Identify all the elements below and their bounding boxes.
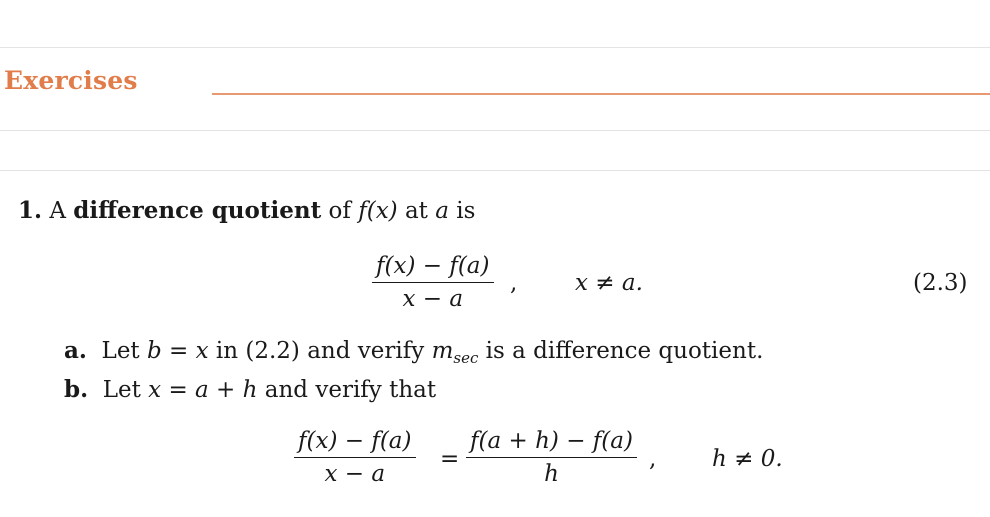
part-a-text-in: in (2.2) and verify [215,338,425,364]
intro-text-of: of [328,198,351,224]
eq2-equals: = [440,446,460,472]
sec-subscript: sec [453,349,479,367]
section-title-underline [212,93,990,95]
part-b [64,376,436,403]
eq2-lhs-fraction [294,428,416,487]
difference-quotient-term: difference quotient [73,197,322,224]
eq2-lhs-numerator: f(x) − f(a) [294,428,416,458]
eq2-condition: h ≠ 0. [712,446,783,472]
part-a-text-post: is a difference quotient. [485,338,764,364]
exercise-intro [18,197,475,224]
intro-text-at: at [404,198,428,224]
intro-text-a: A [49,198,66,224]
top-divider [0,47,990,48]
middle-divider [0,130,990,131]
eq1-denominator: x − a [402,286,464,312]
part-a-b-equals-x: b = x [147,338,209,364]
eq2-lhs-denominator: x − a [324,461,386,487]
eq1-condition: x ≠ a. [575,270,643,296]
eq1-numerator: f(x) − f(a) [372,253,494,283]
exercise-number: 1. [18,197,43,224]
eq2-rhs-fraction [466,428,637,487]
part-a [64,337,763,367]
equation-label: (2.3) [913,270,968,296]
intro-text-is: is [456,198,476,224]
m-sec-symbol [431,338,479,367]
lower-divider [0,170,990,171]
part-a-label: a. [64,337,87,364]
fx-expression: f(x) [358,198,398,224]
variable-a: a [435,198,449,224]
eq2-rhs-numerator: f(a + h) − f(a) [466,428,637,458]
part-b-text-post: and verify that [264,377,437,403]
m-symbol: m [431,338,454,364]
eq2-comma: , [649,446,657,472]
part-b-x-equals: x = a + h [148,377,258,403]
part-a-text-let: Let [101,338,140,364]
eq1-comma: , [510,270,518,296]
part-b-label: b. [64,376,89,403]
eq2-rhs-denominator: h [544,461,559,487]
section-title: Exercises [4,66,138,95]
part-b-text-let: Let [102,377,141,403]
eq1-fraction [372,253,494,312]
